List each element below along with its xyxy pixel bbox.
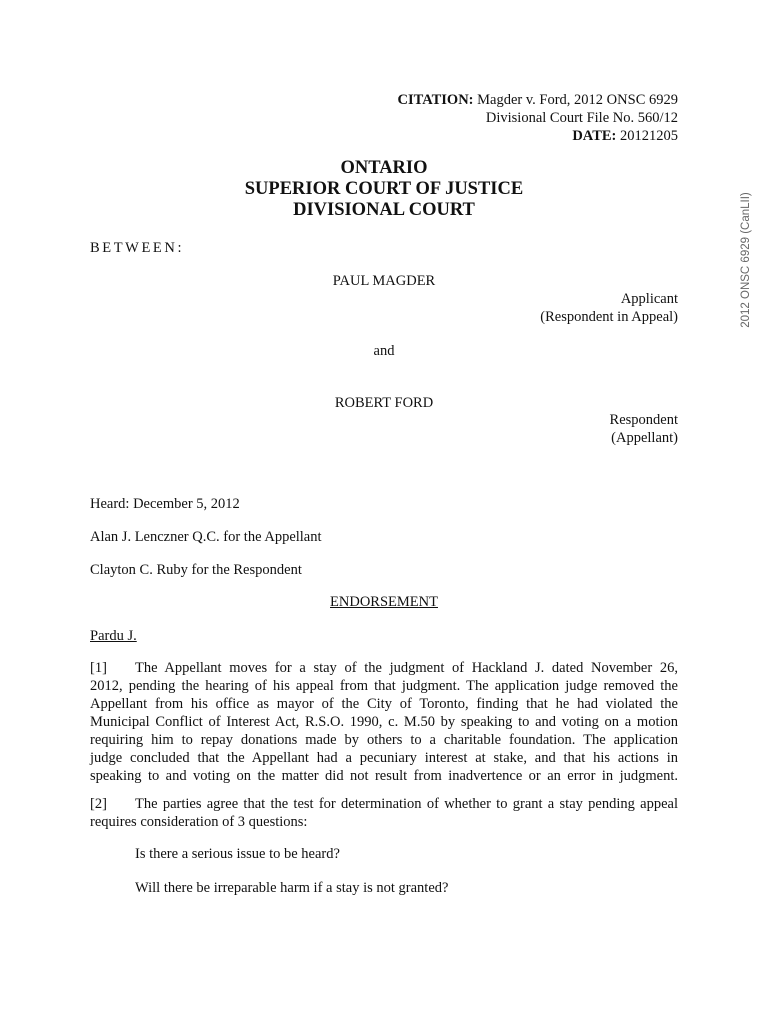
paragraph-1 xyxy=(90,659,678,785)
paragraph-line: Appellant from his office as mayor of the City of Toronto, finding that he had violated the xyxy=(90,696,678,712)
citation-value: Magder v. Ford, 2012 ONSC 6929 xyxy=(477,92,678,108)
paragraph-2 xyxy=(90,795,678,831)
heard-date: Heard: December 5, 2012 xyxy=(90,496,240,512)
date-value: 20121205 xyxy=(620,128,678,144)
paragraph-line: [1] The Appellant moves for a stay of the judgment of Hackland J. dated November 26, xyxy=(90,660,678,676)
respondent-role-line: Respondent xyxy=(609,412,678,428)
endorsement-heading: ENDORSEMENT xyxy=(330,594,438,610)
applicant-role-line-2: (Respondent in Appeal) xyxy=(540,309,678,325)
paragraph-line: 2012, pending the hearing of his appeal from that judgment. The application judge removed the xyxy=(90,678,678,694)
respondent-role-line-2: (Appellant) xyxy=(611,430,678,446)
paragraph-line: judge concluded that the Appellant had a pecuniary interest at stake, and that his actions in xyxy=(90,750,678,766)
citation-line xyxy=(258,91,678,109)
question-1: Is there a serious issue to be heard? xyxy=(135,846,340,862)
paragraph-line: requiring him to repay donations made by others to a charitable foundation. The application xyxy=(90,732,678,748)
paragraph-line: [2] The parties agree that the test for determination of whether to grant a stay pending appeal xyxy=(90,796,678,812)
applicant-role xyxy=(378,290,678,326)
date-line xyxy=(258,127,678,145)
court-file-number: Divisional Court File No. 560/12 xyxy=(485,110,678,126)
respondent-name: ROBERT FORD xyxy=(334,395,434,411)
and-separator: and xyxy=(373,343,395,359)
paragraph-line: speaking to and voting on the matter did not result from inadvertence or an error in judgment. xyxy=(90,768,678,784)
heading-line-divisional-court: DIVISIONAL COURT xyxy=(293,200,475,220)
applicant-role-line: Applicant xyxy=(620,291,678,307)
date-label: DATE: xyxy=(572,128,617,144)
paragraph-number: [2] xyxy=(90,796,107,812)
between-label: BETWEEN: xyxy=(90,240,185,256)
paragraph-line: requires consideration of 3 questions: xyxy=(90,814,308,830)
heading-line-superior-court: SUPERIOR COURT OF JUSTICE xyxy=(244,179,524,199)
paragraph-line: Municipal Conflict of Interest Act, R.S.O. 1990, c. M.50 by speaking to and voting on a motion xyxy=(90,714,678,730)
judge-name: Pardu J. xyxy=(90,628,137,644)
respondent-role xyxy=(378,411,678,447)
heading-line-ontario: ONTARIO xyxy=(340,158,428,178)
applicant-name: PAUL MAGDER xyxy=(332,273,436,289)
counsel-respondent: Clayton C. Ruby for the Respondent xyxy=(90,562,302,578)
question-2: Will there be irreparable harm if a stay is not granted? xyxy=(135,880,449,896)
citation-block xyxy=(258,91,678,145)
paragraph-number: [1] xyxy=(90,660,107,676)
counsel-appellant: Alan J. Lenczner Q.C. for the Appellant xyxy=(90,529,322,545)
court-heading xyxy=(0,158,768,221)
citation-label: CITATION: xyxy=(397,92,474,108)
canlii-side-stamp: 2012 ONSC 6929 (CanLII) xyxy=(740,192,752,328)
